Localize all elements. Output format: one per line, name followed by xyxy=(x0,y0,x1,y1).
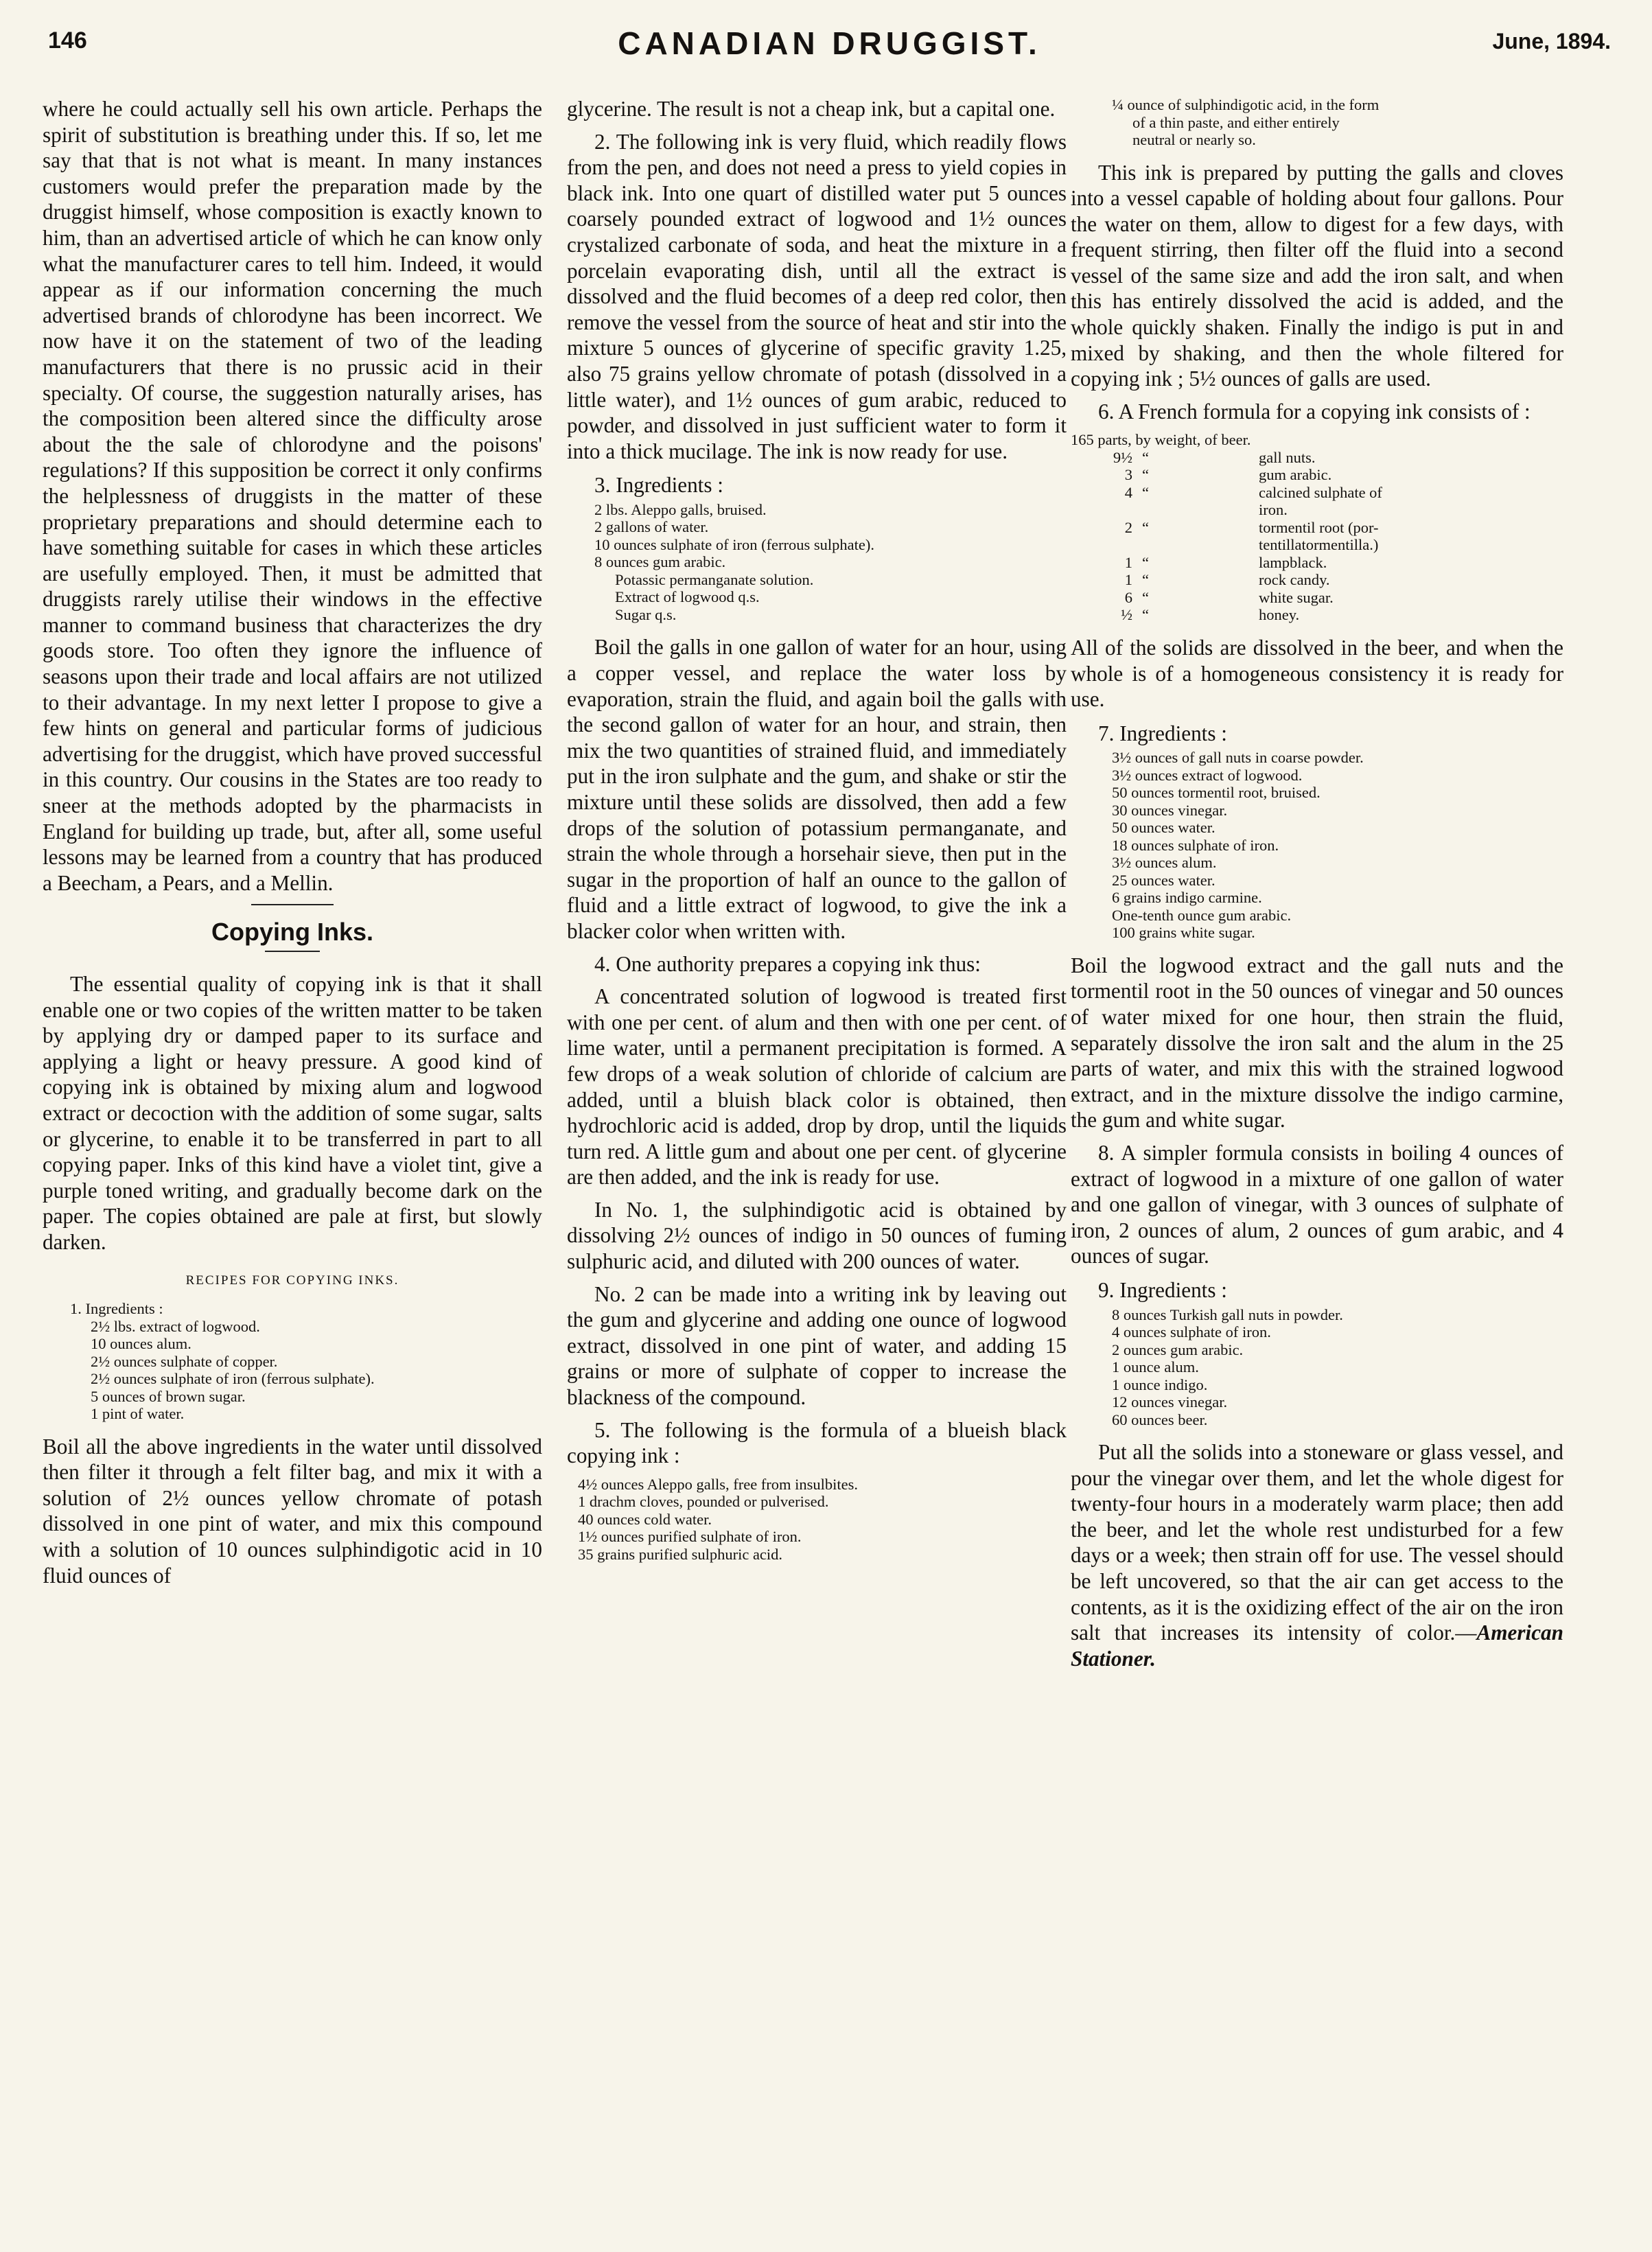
formula-row xyxy=(1071,449,1563,467)
paragraph: Boil all the above ingredients in the water until dissolved then filter it through a felt filter bag, and mix it with a solution of 2½ ounces yellow chromate of potash dissolved in one pint of water, and mix this compound with a solution of 10 ounces sulphindigotic acid in 10 fluid ounces of xyxy=(43,1434,542,1588)
page-number: 146 xyxy=(48,27,87,54)
ingredient-heading: 1. Ingredients : xyxy=(70,1300,163,1318)
ingredient-item: 1 ounce indigo. xyxy=(1112,1375,1208,1393)
ditto-mark: “ xyxy=(1142,483,1149,501)
ingredient-item: ¼ ounce of sulphindigotic acid, in the form xyxy=(1112,96,1380,113)
ingredient-item: 1 drachm cloves, pounded or pulverised. xyxy=(578,1493,829,1511)
formula-item: honey. xyxy=(1259,606,1300,624)
ingredient-item: 18 ounces sulphate of iron. xyxy=(1112,836,1279,854)
paragraph: Boil the logwood extract and the gall nuts and the tormentil root in the 50 ounces of vinegar and 50 ounces of water mixed for one hour, then strain the fluid, separately dissolve the iron salt and the alum in the 25 parts of water, and mix this with the strained logwood extract, and in the mixture dissolve the indigo carmine, the gum and white sugar. xyxy=(1071,953,1563,1133)
ditto-mark: “ xyxy=(1142,518,1149,536)
ingredient-item: 60 ounces beer. xyxy=(1112,1411,1208,1428)
ingredient-heading: 9. Ingredients : xyxy=(1098,1277,1227,1302)
formula-row xyxy=(1071,589,1563,607)
divider xyxy=(265,951,320,952)
ingredient-item: Potassic permanganate solution. xyxy=(615,570,814,588)
formula-row xyxy=(1071,554,1563,572)
formula-item: calcined sulphate of xyxy=(1259,483,1382,501)
french-formula-table xyxy=(1071,431,1563,624)
formula-item: iron. xyxy=(1259,501,1288,519)
paragraph: 2. The following ink is very fluid, which readily flows from the pen, and does not need a press to yield copies in black ink. Into one quart of distilled water put 5 ounces coarsely pounded extract of logwood and 1½ ounces crystalized carbonate of soda, and heat the mixture in a porcelain evaporating dish, until all the extract is dissolved and the fluid becomes of a deep red color, then remove the vessel from the source of heat and stir into the mixture 5 ounces of glycerine of specific gravity 1.25, also 75 grains yellow chromate of potash (dissolved in a little water), and 1½ ounces of gum arabic, reduced to powder, and dissolved in just sufficient water to form it into a thick mucilage. The ink is now ready for use. xyxy=(567,129,1067,463)
paragraph: 8. A simpler formula consists in boiling 4 ounces of extract of logwood in a mixture of one gallon of water and one gallon of vinegar, with 3 ounces of sulphate of iron, 2 ounces of alum, 2 ounces of gum arabic, and 4 ounces of sugar. xyxy=(1071,1140,1563,1268)
ditto-mark: “ xyxy=(1142,553,1149,571)
ingredient-item: 50 ounces tormentil root, bruised. xyxy=(1112,784,1321,802)
formula-row xyxy=(1071,571,1563,589)
formula-row: 165 parts, by weight, of beer. xyxy=(1071,431,1251,449)
ingredient-item: 4½ ounces Aleppo galls, free from insulbites. xyxy=(578,1475,859,1493)
ditto-mark: “ xyxy=(1142,571,1149,589)
ingredient-list xyxy=(594,501,1067,624)
recipes-heading: RECIPES FOR COPYING INKS. xyxy=(185,1273,399,1288)
ingredient-heading: 3. Ingredients : xyxy=(594,473,723,498)
ditto-mark: “ xyxy=(1142,466,1149,484)
formula-row xyxy=(1071,466,1563,484)
paragraph: 4. One authority prepares a copying ink thus: xyxy=(594,951,981,976)
formula-item: rock candy. xyxy=(1259,571,1330,589)
formula-row xyxy=(1071,606,1563,624)
formula-quantity: 3 xyxy=(1124,466,1132,484)
formula-quantity: 2 xyxy=(1124,518,1132,536)
ingredient-item: 5 ounces of brown sugar. xyxy=(91,1387,246,1405)
section-title: Copying Inks. xyxy=(211,918,374,947)
paragraph xyxy=(1071,1439,1563,1671)
ditto-mark xyxy=(1142,501,1259,519)
ingredient-item: Extract of logwood q.s. xyxy=(615,588,760,606)
formula-quantity xyxy=(1071,536,1142,554)
paragraph: All of the solids are dissolved in the beer, and when the whole is of a homogeneous consistency it is ready for use. xyxy=(1071,635,1563,712)
ingredient-heading: 7. Ingredients : xyxy=(1098,721,1227,745)
ingredient-item: Sugar q.s. xyxy=(615,605,677,623)
formula-item: white sugar. xyxy=(1259,588,1334,606)
dateline: June, 1894. xyxy=(1492,29,1611,54)
column-2 xyxy=(567,96,1067,1574)
ditto-mark: “ xyxy=(1142,606,1149,624)
source-credit: American Stationer. xyxy=(1071,1621,1563,1671)
ingredient-item: 2 lbs. Aleppo galls, bruised. xyxy=(594,500,767,518)
ingredient-item: 3½ ounces of gall nuts in coarse powder. xyxy=(1112,749,1364,767)
formula-quantity xyxy=(1071,501,1142,519)
paragraph: 5. The following is the formula of a blueish black copying ink : xyxy=(567,1417,1067,1468)
formula-quantity: 1 xyxy=(1124,553,1132,571)
ditto-mark xyxy=(1142,536,1259,554)
paragraph: This ink is prepared by putting the galls and cloves into a vessel capable of holding about four gallons. Pour the water on them, allow to digest for a few days, with frequent stirring, then filter off the fluid into a second vessel of the same size and add the iron salt, and when this has entirely dissolved the acid is added, and the whole quickly shaken. Finally the indigo is put in and mixed by shaking, and then the whole filtered for copying ink ; 5½ ounces of galls are used. xyxy=(1071,160,1563,391)
ingredient-item: 1½ ounces purified sulphate of iron. xyxy=(578,1528,802,1546)
formula-row xyxy=(1071,501,1563,519)
column-3 xyxy=(1071,96,1563,1678)
ingredient-item: 35 grains purified sulphuric acid. xyxy=(578,1545,783,1563)
ingredient-item: 10 ounces sulphate of iron (ferrous sulphate). xyxy=(594,535,875,553)
formula-item: tormentil root (por- xyxy=(1259,518,1379,536)
ingredient-item: 2½ ounces sulphate of copper. xyxy=(91,1352,278,1370)
ditto-mark: “ xyxy=(1142,588,1149,606)
ingredient-list xyxy=(1112,1306,1563,1429)
paragraph: glycerine. The result is not a cheap ink, but a capital one. xyxy=(567,97,1056,121)
ingredient-item: neutral or nearly so. xyxy=(1132,131,1256,148)
ingredient-item: 2½ ounces sulphate of iron (ferrous sulphate). xyxy=(91,1370,375,1388)
ingredient-item: 6 grains indigo carmine. xyxy=(1112,889,1262,907)
ingredient-item: 50 ounces water. xyxy=(1112,819,1215,837)
divider xyxy=(251,904,334,905)
ingredient-item: 2 gallons of water. xyxy=(594,518,709,536)
ingredient-item: 8 ounces Turkish gall nuts in powder. xyxy=(1112,1305,1343,1323)
ingredient-item: 12 ounces vinegar. xyxy=(1112,1393,1228,1411)
formula-quantity: 4 xyxy=(1124,483,1132,501)
page-header xyxy=(48,25,1611,66)
ingredient-item: 100 grains white sugar. xyxy=(1112,924,1255,942)
ingredient-item: 4 ounces sulphate of iron. xyxy=(1112,1323,1271,1341)
ditto-mark: “ xyxy=(1142,448,1149,466)
column-1 xyxy=(43,96,542,1595)
formula-row xyxy=(1071,484,1563,502)
masthead: CANADIAN DRUGGIST. xyxy=(618,25,1041,61)
paragraph: In No. 1, the sulphindigotic acid is obtained by dissolving 2½ ounces of indigo in 50 ounces of fuming sulphuric acid, and diluted with 200 ounces of water. xyxy=(567,1197,1067,1274)
ingredient-item: 25 ounces water. xyxy=(1112,871,1215,889)
ingredient-item: One-tenth ounce gum arabic. xyxy=(1112,906,1292,924)
ingredient-item: 3½ ounces extract of logwood. xyxy=(1112,766,1303,784)
ingredient-item: 2½ lbs. extract of logwood. xyxy=(91,1317,260,1335)
ingredient-list xyxy=(578,1476,1067,1564)
formula-item: tentillatormentilla.) xyxy=(1259,536,1379,554)
ingredient-item: 1 ounce alum. xyxy=(1112,1358,1199,1376)
formula-item: lampblack. xyxy=(1259,553,1327,571)
ingredient-item: 1 pint of water. xyxy=(91,1405,185,1423)
ingredient-item: of a thin paste, and either entirely xyxy=(1132,113,1340,131)
formula-quantity: 1 xyxy=(1124,571,1132,589)
ingredient-item: 40 ounces cold water. xyxy=(578,1510,712,1528)
formula-item: gum arabic. xyxy=(1259,466,1332,484)
formula-item: gall nuts. xyxy=(1259,448,1316,466)
ingredient-item: 10 ounces alum. xyxy=(91,1335,191,1353)
paragraph: 6. A French formula for a copying ink consists of : xyxy=(1098,399,1531,423)
paragraph: The essential quality of copying ink is that it shall enable one or two copies of the written matter to be taken by applying dry or damped paper to its surface and applying a light or heavy pressure. A good kind of copying ink is obtained by mixing alum and logwood extract or decoction with the addition of some sugar, salts or glycerine, to enable it to be transferred in part to all copying paper. Inks of this kind have a violet tint, give a purple toned writing, and gradually become dark on the paper. The copies obtained are pale at first, but slowly darken. xyxy=(43,972,542,1254)
ingredient-list xyxy=(70,1300,542,1423)
paragraph: No. 2 can be made into a writing ink by leaving out the gum and glycerine and adding one ounce of logwood extract, dissolved in one pint of water, and adding 15 grains or more of sulphate of copper to increase the blackness of the compound. xyxy=(567,1281,1067,1410)
formula-quantity: ½ xyxy=(1121,606,1132,624)
formula-row xyxy=(1071,519,1563,537)
paragraph: A concentrated solution of logwood is treated first with one per cent. of alum and then with one per cent. of lime water, until a permanent precipitation is formed. A few drops of a weak solution of chloride of calcium are added, until a bluish black color is obtained, then hydrochloric acid is added, drop by drop, until the liquids turn red. A little gum and about one per cent. of glycerine are then added, and the ink is ready for use. xyxy=(567,984,1067,1189)
paragraph: Boil the galls in one gallon of water for an hour, using a copper vessel, and replace the water loss by evaporation, strain the fluid, and again boil the galls with the second gallon of water for an hour, and strain, then mix the two quantities of strained fluid, and immediately put in the iron sulphate and the gum, and shake or stir the mixture until these solids are dissolved, then add a few drops of the solution of potassium permanganate, and strain the whole through a horsehair sieve, then put in the sugar in the proportion of half an ounce to the gallon of fluid and a little extract of logwood, to give the ink a blacker color when written with. xyxy=(567,635,1067,943)
ingredient-item: 8 ounces gum arabic. xyxy=(594,553,726,571)
ingredient-list xyxy=(1112,96,1563,149)
ingredient-list xyxy=(1112,749,1563,942)
formula-quantity: 9½ xyxy=(1113,448,1132,466)
ingredient-item: 2 ounces gum arabic. xyxy=(1112,1340,1244,1358)
formula-quantity: 6 xyxy=(1124,588,1132,606)
formula-row xyxy=(1071,536,1563,554)
paragraph-text: Put all the solids into a stoneware or glass vessel, and pour the vinegar over them, and let the whole digest for twenty-four hours in a moderately warm place; then add the beer, and let the whole rest undisturbed for a few days or a week; then strain off for use. The vessel should be left uncovered, so that the air can get access to the contents, as it is the oxidizing effect of the air on the iron salt that increases its intensity of color.— xyxy=(1071,1440,1563,1645)
ingredient-item: 3½ ounces alum. xyxy=(1112,854,1217,872)
paragraph: where he could actually sell his own article. Perhaps the spirit of substitution is breathing under this. If so, let me say that that is not what is meant. In many instances customers would prefer the preparation made by the druggist himself, whose composition is exactly known to him, than an advertised article of which he can know only what the manufacturer cares to tell him. Indeed, it would appear as if our information concerning the much advertised brands of chlorodyne has been incorrect. We now have it on the statement of two of the leading manufacturers that there is no prussic acid in their specialty. Of course, the suggestion naturally arises, has the composition been altered since the difficulty arose about the the sale of chlorodyne and the poisons' regulations? If this supposition be correct it only confirms the helplessness of druggists in the matter of these proprietary preparations and should determine each to have something suitable for cases in which these articles are usefully employed. Then, it must be admitted that druggists rarely utilise their windows in the effective manner to command business that characterizes the dry goods store. Too often they ignore the influence of seasons upon their trade and local affairs are not utilized to their advantage. In my next letter I propose to give a few hints on general and particular forms of judicious advertising for the druggist, which have proved successful in this country. Our cousins in the States are too ready to sneer at the methods adopted by the pharmacists in England for building up trade, but, after all, some useful lessons may be learned from a country that has produced a Beecham, a Pears, and a Mellin. xyxy=(43,97,542,895)
ingredient-item: 30 ounces vinegar. xyxy=(1112,801,1228,819)
